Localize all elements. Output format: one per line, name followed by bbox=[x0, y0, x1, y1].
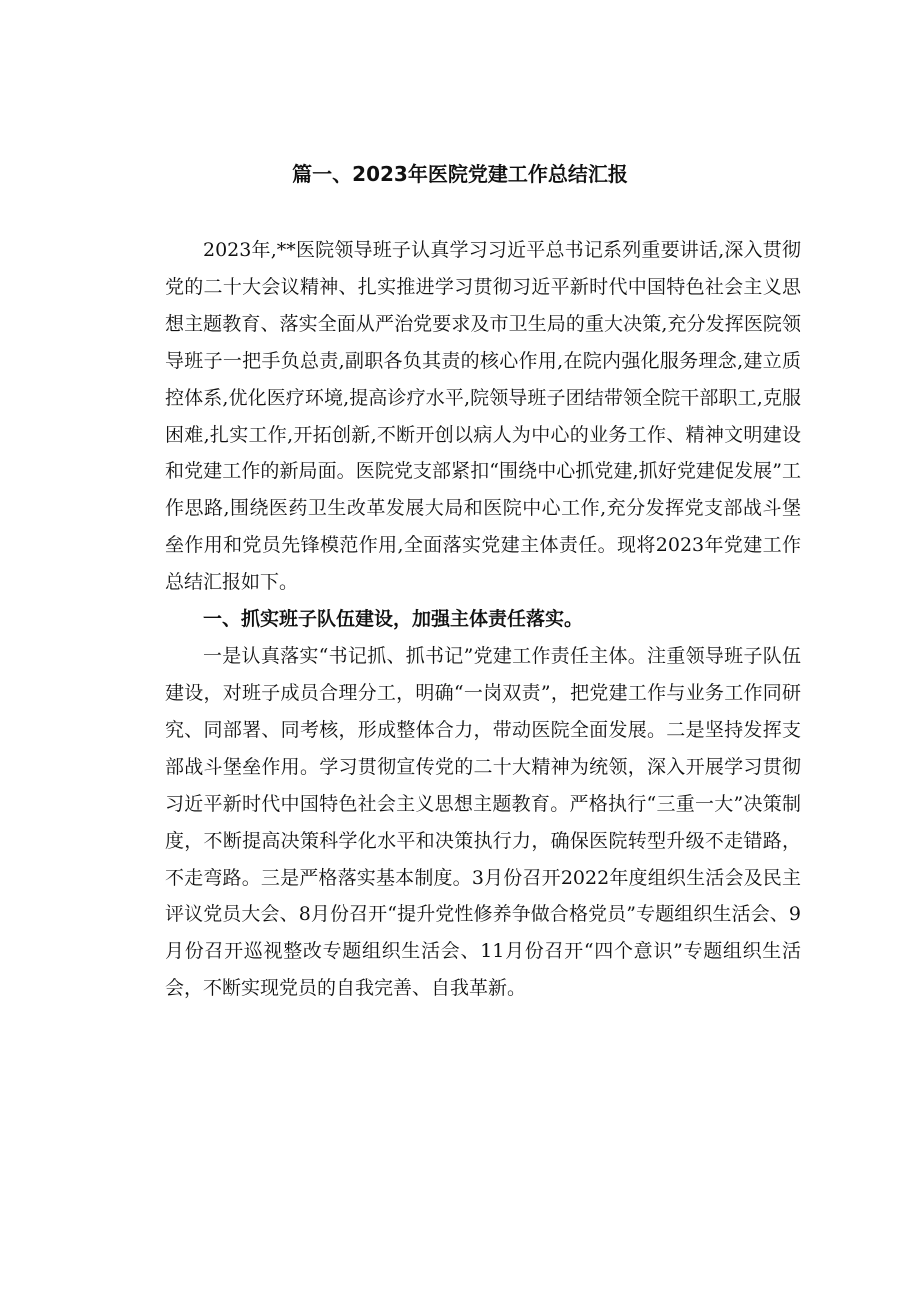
document-body bbox=[165, 232, 801, 1007]
section-paragraph: 一是认真落实“书记抓、抓书记”党建工作责任主体。注重领导班子队伍建设，对班子成员合理分工，明确“一岗双责”，把党建工作与业务工作同研究、同部署、同考核，形成整体合力，带动医院全面发展。二是坚持发挥支部战斗堡垒作用。学习贯彻宣传党的二十大精神为统领，深入开展学习贯彻习近平新时代中国特色社会主义思想主题教育。严格执行“三重一大”决策制度，不断提高决策科学化水平和决策执行力，确保医院转型升级不走错路，不走弯路。三是严格落实基本制度。3月份召开2022年度组织生活会及民主评议党员大会、8月份召开“提升党性修养争做合格党员”专题组织生活会、9月份召开巡视整改专题组织生活会、11月份召开“四个意识”专题组织生活会，不断实现党员的自我完善、自我革新。 bbox=[165, 645, 801, 1000]
document-title: 篇一、2023年医院党建工作总结汇报 bbox=[292, 162, 628, 186]
intro-paragraph: 2023年,**医院领导班子认真学习习近平总书记系列重要讲话,深入贯彻党的二十大会议精神、扎实推进学习贯彻习近平新时代中国特色社会主义思想主题教育、落实全面从严治党要求及市卫生局的重大决策,充分发挥医院领导班子一把手负总责,副职各负其责的核心作用,在院内强化服务理念,建立质控体系,优化医疗环境,提高诊疗水平,院领导班子团结带领全院干部职工,克服困难,扎实工作,开拓创新,不断开创以病人为中心的业务工作、精神文明建设和党建工作的新局面。医院党支部紧扣“围绕中心抓党建,抓好党建促发展”工作思路,围绕医药卫生改革发展大局和医院中心工作,充分发挥党支部战斗堡垒作用和党员先锋模范作用,全面落实党建主体责任。现将2023年党建工作总结汇报如下。 bbox=[165, 239, 801, 594]
section-heading: 一、抓实班子队伍建设，加强主体责任落实。 bbox=[203, 608, 584, 631]
